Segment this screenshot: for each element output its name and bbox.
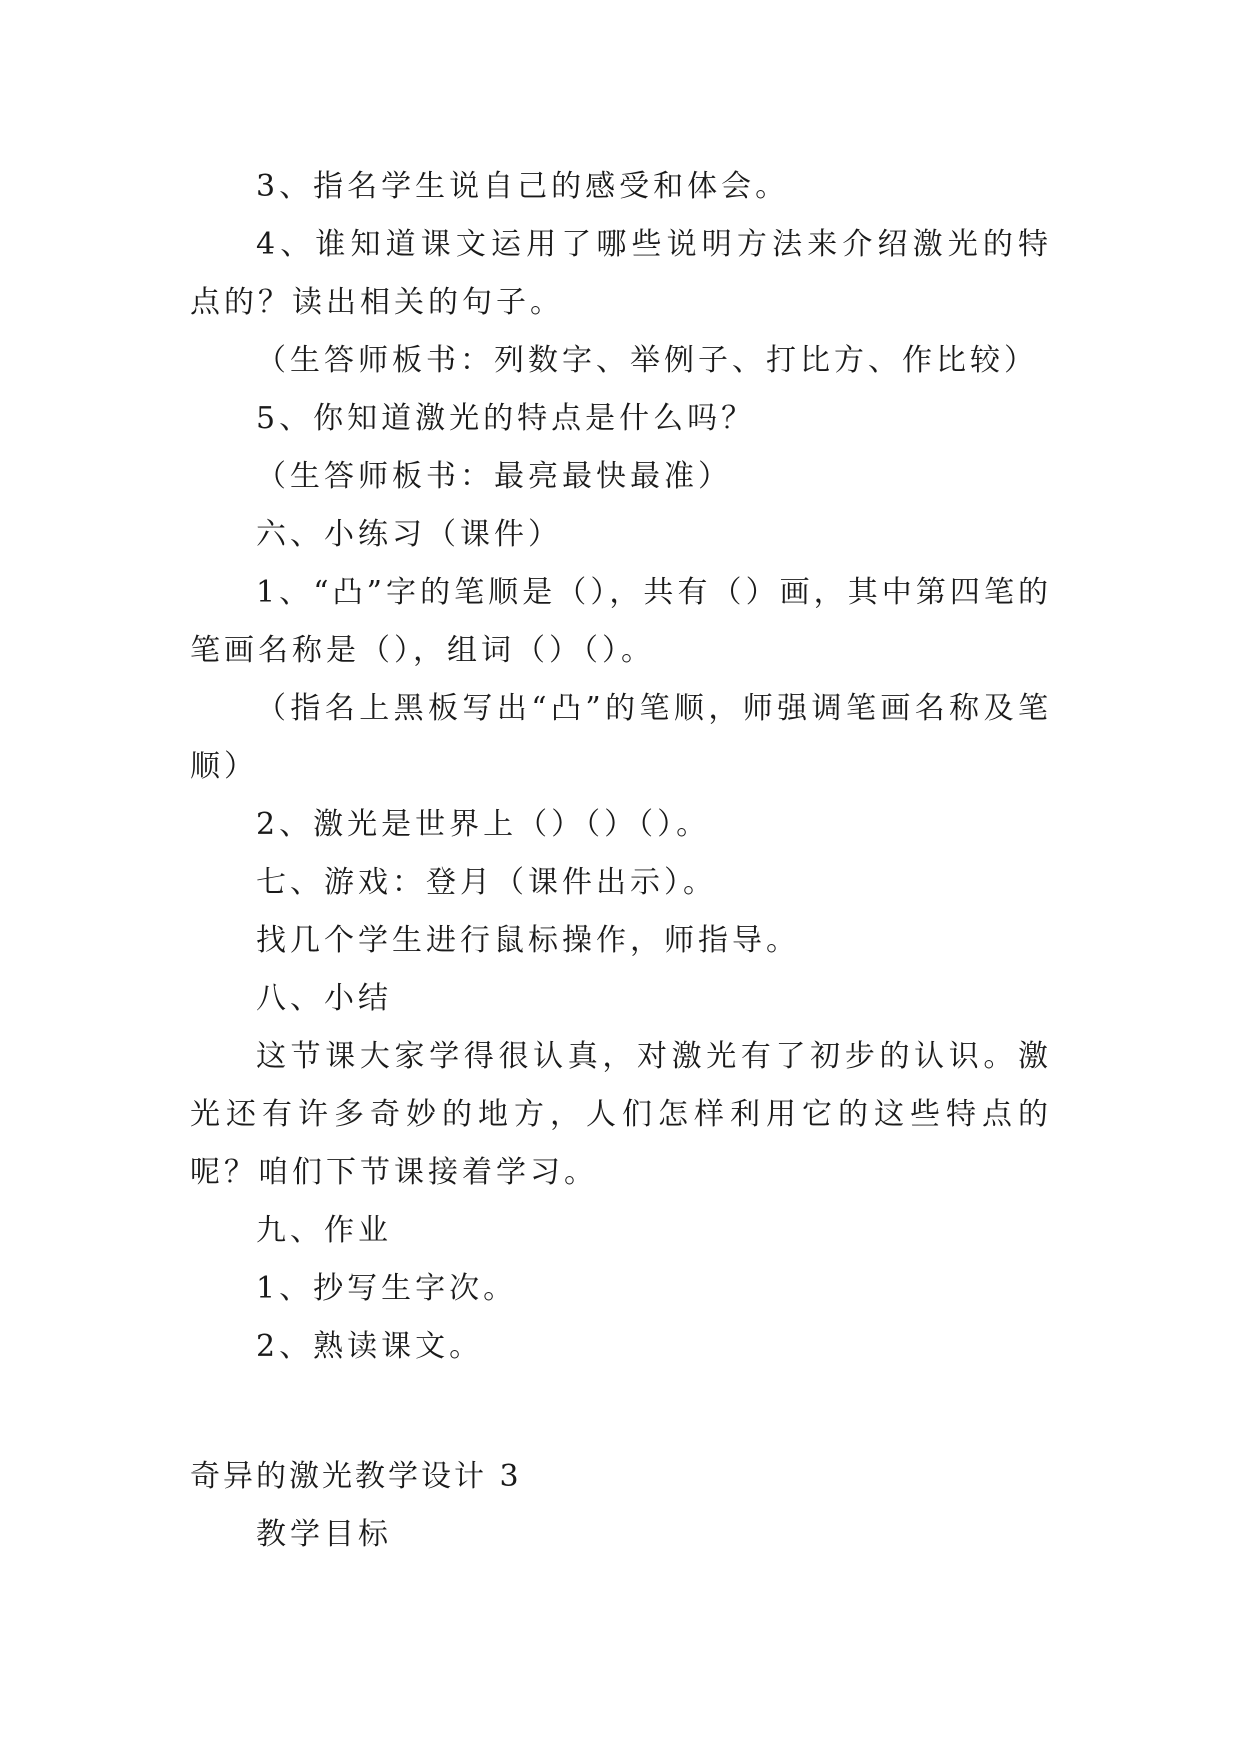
paragraph-13: 这节课大家学得很认真，对激光有了初步的认识。激光还有许多奇妙的地方，人们怎样利用它的这些特点的呢？咱们下节课接着学习。 [190,1039,1052,1190]
document-page [190,158,1052,1564]
paragraph-2: 4、谁知道课文运用了哪些说明方法来介绍激光的特点的？读出相关的句子。 [190,227,1052,320]
section-gap [190,1376,1052,1448]
paragraph-1: 3、指名学生说自己的感受和体会。 [256,169,790,204]
paragraph-5: （生答师板书：最亮最快最准） [256,459,732,494]
paragraph-7: 1、“凸”字的笔顺是（），共有（）画，其中第四笔的笔画名称是（），组词（）（）。 [190,575,1052,668]
teaching-goals-heading: 教学目标 [256,1517,392,1552]
paragraph-15: 1、抄写生字次。 [256,1271,518,1306]
section-heading-homework: 九、作业 [256,1213,392,1248]
paragraph-8: （指名上黑板写出“凸”的笔顺，师强调笔画名称及笔顺） [190,691,1052,784]
section-heading-exercise: 六、小练习（课件） [256,517,562,552]
paragraph-4: 5、你知道激光的特点是什么吗？ [256,401,756,436]
paragraph-3: （生答师板书：列数字、举例子、打比方、作比较） [256,343,1038,378]
section-heading-summary: 八、小结 [256,981,392,1016]
section-heading-game: 七、游戏：登月（课件出示）。 [256,865,717,900]
section-title: 奇异的激光教学设计 3 [190,1459,522,1494]
paragraph-9: 2、激光是世界上（）（）（）。 [256,807,711,842]
paragraph-11: 找几个学生进行鼠标操作，师指导。 [256,923,800,958]
paragraph-16: 2、熟读课文。 [256,1329,484,1364]
